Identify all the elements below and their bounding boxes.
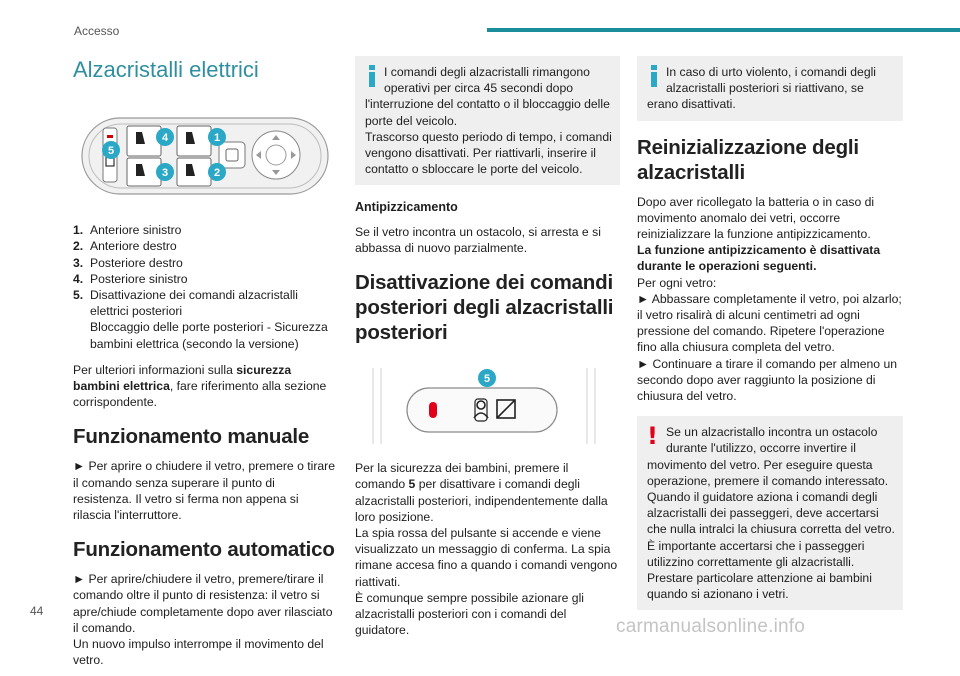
callout-3: 3 [161,167,169,179]
manual-heading: Funzionamento manuale [73,425,310,449]
reinit-step-1: ► Abbassare completamente il vetro, poi alzarlo; il vetro risalirà di alcuni centimetri ad ogni pressione del comando. Ripetere l'operazione fino alla chiusura completa del vetro. [637,291,902,355]
reinit-step-2: ► Continuare a tirare il comando per almeno un secondo dopo aver raggiunto la posizione di chiusura del vetro. [637,356,898,404]
callout-5: 5 [483,373,491,386]
page-title: Alzacristalli elettrici [73,57,259,82]
column-2 [355,56,620,646]
callout-2: 2 [213,167,221,179]
legend-item: 5. Disattivazione dei comandi alzacristalli elettrici posteriori [73,288,298,319]
legend-item: 4. Posteriore sinistro [73,271,188,286]
callout-1: 1 [213,132,221,144]
legend-item: 3. Posteriore destro [73,255,183,270]
legend-item: 1. Anteriore sinistro [73,223,182,238]
reinit-heading: Reinizializzazione degli alzacristalli [637,135,859,184]
auto-text: ► Per aprire/chiudere il vetro, premere/tirare il comando oltre il punto di resistenza: il vetro si apre/chiude completamente dopo aver rilasciato il comando. [73,572,333,635]
reinit-bold-text: La funzione antipizzicamento è disattivata durante le operazioni seguenti. [637,243,881,274]
pinch-text: Se il vetro incontra un ostacolo, si arresta e si abbassa di nuovo parzialmente. [355,224,601,255]
legend-item: 2. Anteriore destro [73,239,177,254]
deactivation-text-2: La spia rossa del pulsante si accende e viene visualizzato un messaggio di conferma. La spia rimane accesa fino a quando i comandi vengono riattivati. [355,526,618,589]
deactivation-heading: Disattivazione dei comandi posteriori degli alzacristalli posteriori [355,271,614,345]
page-number: 44 [30,604,44,618]
column-1 [73,56,337,676]
section-header: Accesso [74,24,120,38]
legend-item: Bloccaggio delle porte posteriori - Sicurezza bambini elettrica (secondo la versione) [90,320,328,351]
auto-text-2: Un nuovo impulso interrompe il movimento del vetro. [73,637,324,668]
window-switch-panel-illustration [73,116,331,196]
warning-note: ! Se un alzacristallo incontra un ostacolo durante l'utilizzo, occorre invertire il movimento del vetro. Per eseguire questa operazione, premere il comando interessato. Quando il guidatore aziona i comandi degli alzacristalli dei passeggeri, deve accertarsi che nulla intralci la chiusura corretta del vetro. È importante accertarsi che i passeggeri utilizzino correttamente gli alzacristalli. Prestare particolare attenzione ai bambini quando si azionano i vetri. [637,416,903,610]
deactivation-text: Per la sicurezza dei bambini, premere il comando 5 per disattivare i comandi degli alzacristalli posteriori, indipendentemente dalla loro posizione. [355,461,608,524]
reinit-text: Dopo aver ricollegato la batteria o in caso di movimento anomalo dei vetri, occorre reinizializzare la funzione antipizzicamento. [637,194,875,242]
info-note: In caso di urto violento, i comandi degli alzacristalli posteriori si riattivano, se erano disattivati. [637,56,903,121]
auto-heading: Funzionamento automatico [73,538,335,562]
info-icon [647,65,662,87]
callout-4: 4 [161,132,169,144]
info-note: I comandi degli alzacristalli rimangono operativi per circa 45 secondi dopo l'interruzione del contatto o il bloccaggio delle porte del veicolo. Trascorso questo periodo di tempo, i comandi vengono disattivati. Per riattivarli, inserire il contatto o sbloccare le porte del veicolo. [355,56,620,185]
watermark: carmanualsonline.info [616,616,806,637]
warning-icon: ! [647,422,658,451]
manual-text: ► Per aprire o chiudere il vetro, premere o tirare il comando senza superare il punto di resistenza. Il vetro si ferma non appena si rilascia l'interruttore. [73,459,336,523]
header-accent-bar [487,28,960,32]
reinit-text-2: Per ogni vetro: [637,275,717,290]
child-lock-button-illustration [355,364,613,446]
info-icon [365,65,380,87]
legend-list [73,222,337,352]
more-info-paragraph: Per ulteriori informazioni sulla sicurezza bambini elettrica, fare riferimento alla sezione corrispondente. [73,362,327,410]
pinch-heading: Antipizzicamento [355,200,458,215]
deactivation-text-3: È comunque sempre possibile azionare gli alzacristalli posteriori con i comandi del guidatore. [355,590,584,638]
column-3 [637,56,903,610]
callout-5: 5 [107,145,115,157]
